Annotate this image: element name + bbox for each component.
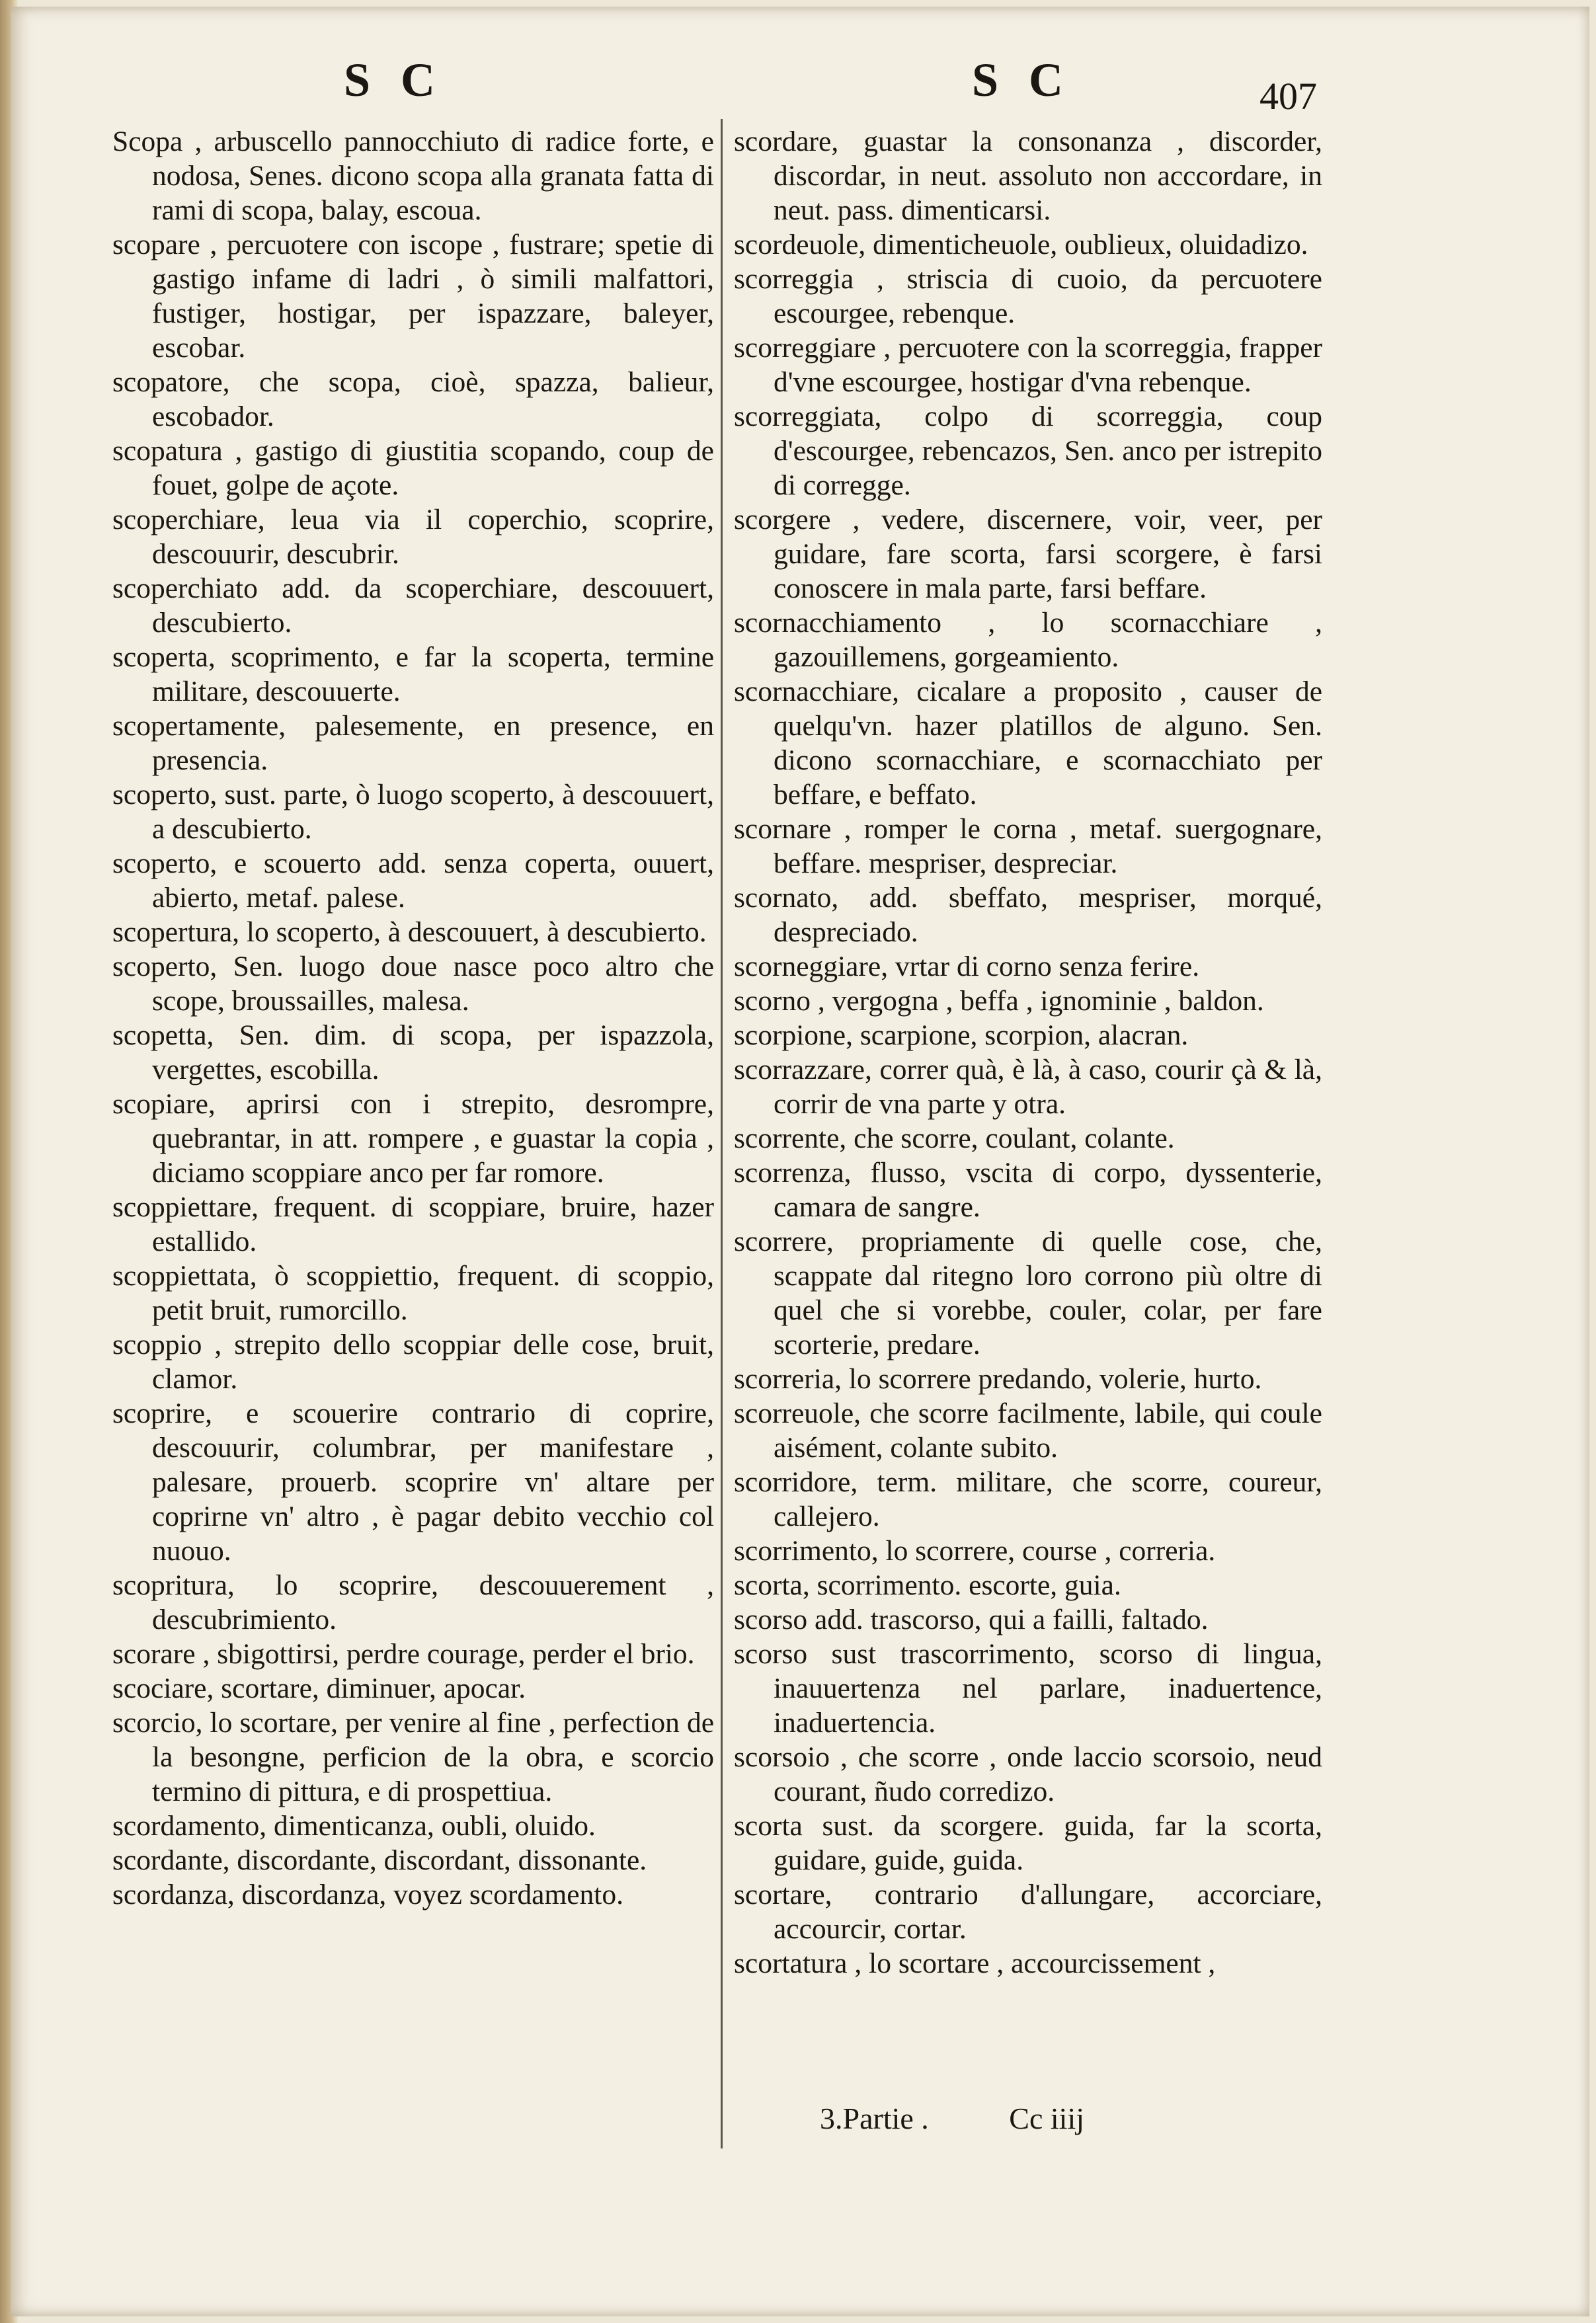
dictionary-entry: scoperchiare, leua via il coperchio, scoprire, descouurir, descubrir. — [112, 504, 714, 570]
dictionary-entry: scornacchiamento , lo scornacchiare , gazouillemens, gorgeamiento. — [734, 607, 1322, 673]
dictionary-entry: scorreggiare , percuotere con la scorreggia, frapper d'vne escourgee, hostigar d'vna rebenque. — [734, 332, 1322, 398]
dictionary-entry: scoperchiato add. da scoperchiare, descouuert, descubierto. — [112, 572, 714, 639]
dictionary-entry: scorneggiare, vrtar di corno senza ferire. — [734, 951, 1200, 982]
page-number: 407 — [1259, 75, 1317, 118]
dictionary-entry: scordamento, dimenticanza, oubli, oluido. — [112, 1810, 596, 1842]
dictionary-entry: scorare , sbigottirsi, perdre courage, perder el brio. — [112, 1638, 695, 1670]
dictionary-entry: scopritura, lo scoprire, descouuerement , descubrimiento. — [112, 1569, 714, 1635]
dictionary-entry: scoppiettata, ò scoppiettio, frequent. di scoppio, petit bruit, rumorcillo. — [112, 1260, 714, 1326]
running-head-left: S C — [344, 54, 445, 106]
dictionary-entry: scordare, guastar la consonanza , discorder, discordar, in neut. assoluto non acccordare, in neut. pass. dimenticarsi. — [734, 126, 1322, 226]
dictionary-entry: Scopa , arbuscello pannocchiuto di radice forte, e nodosa, Senes. dicono scopa alla granata fatta di rami di scopa, balay, escoua. — [112, 126, 714, 226]
dictionary-entry: scopatura , gastigo di giustitia scopando, coup de fouet, golpe de açote. — [112, 435, 714, 501]
dictionary-entry: scorreria, lo scorrere predando, volerie, hurto. — [734, 1363, 1262, 1395]
dictionary-entry: scornato, add. sbeffato, mespriser, morqué, despreciado. — [734, 882, 1322, 948]
dictionary-entry: scorno , vergogna , beffa , ignominie , baldon. — [734, 985, 1264, 1017]
dictionary-entry: scoppio , strepito dello scoppiar delle cose, bruit, clamor. — [112, 1329, 714, 1395]
running-head-right: S C — [972, 54, 1073, 106]
dictionary-entry: scopetta, Sen. dim. di scopa, per ispazzola, vergettes, escobilla. — [112, 1019, 714, 1085]
footer-signature: Cc iiij — [1009, 2102, 1085, 2135]
dictionary-entry: scorrente, che scorre, coulant, colante. — [734, 1122, 1175, 1154]
dictionary-entry: scorrazzare, correr quà, è là, à caso, courir çà & là, corrir de vna parte y otra. — [734, 1054, 1322, 1120]
dictionary-entry: scorrere, propriamente di quelle cose, che, scappate dal ritegno loro corrono più oltre di quel che si vorebbe, couler, colar, per fare scorterie, predare. — [734, 1226, 1322, 1360]
dictionary-entry: scorta sust. da scorgere. guida, far la scorta, guidare, guide, guida. — [734, 1810, 1322, 1876]
dictionary-entry: scortatura , lo scortare , accourcissement , — [734, 1948, 1216, 1979]
dictionary-entry: scopertura, lo scoperto, à descouuert, à descubierto. — [112, 916, 707, 948]
dictionary-entry: scorreuole, che scorre facilmente, labile, qui coule aisément, colante subito. — [734, 1398, 1322, 1464]
dictionary-entry: scordanza, discordanza, voyez scordamento. — [112, 1879, 623, 1910]
dictionary-entry: scorso add. trascorso, qui a failli, faltado. — [734, 1604, 1209, 1635]
dictionary-entry: scoperto, e scouerto add. senza coperta, ouuert, abierto, metaf. palese. — [112, 847, 714, 914]
dictionary-entry: scorrenza, flusso, vscita di corpo, dyssenterie, camara de sangre. — [734, 1157, 1322, 1223]
dictionary-entry: scorcio, lo scortare, per venire al fine , perfection de la besongne, perficion de la obra, e scorcio termino di pittura, e di prospettiua. — [112, 1707, 714, 1807]
dictionary-entry: scornacchiare, cicalare a proposito , causer de quelqu'vn. hazer platillos de alguno. Sen. dicono scornacchiare, e scornacchiato per beffare, e beffato. — [734, 676, 1322, 810]
dictionary-entry: scorta, scorrimento. escorte, guia. — [734, 1569, 1121, 1601]
dictionary-entry: scopiare, aprirsi con i strepito, desrompre, quebrantar, in att. rompere , e guastar la copia , diciamo scoppiare anco per far romore. — [112, 1088, 714, 1189]
dictionary-entry: scopertamente, palesemente, en presence, en presencia. — [112, 710, 714, 776]
footer-part: 3.Partie . — [820, 2102, 929, 2135]
dictionary-entry: scordante, discordante, discordant, dissonante. — [112, 1844, 647, 1876]
dictionary-entry: scornare , romper le corna , metaf. suergognare, beffare. mespriser, despreciar. — [734, 813, 1322, 879]
column-rule — [721, 119, 723, 2148]
dictionary-entry: scoperto, sust. parte, ò luogo scoperto, à descouuert, a descubierto. — [112, 779, 714, 845]
dictionary-entry: scorreggia , striscia di cuoio, da percuotere escourgee, rebenque. — [734, 263, 1322, 329]
dictionary-entry: scoprire, e scouerire contrario di coprire, descouurir, columbrar, per manifestare , palesare, prouerb. scoprire vn' altare per coprirne vn' altro , è pagar debito vecchio col nuouo. — [112, 1398, 714, 1567]
dictionary-entry: scortare, contrario d'allungare, accorciare, accourcir, cortar. — [734, 1879, 1322, 1945]
dictionary-entry: scoperta, scoprimento, e far la scoperta, termine militare, descouuerte. — [112, 641, 714, 707]
dictionary-entry: scociare, scortare, diminuer, apocar. — [112, 1673, 526, 1704]
dictionary-entry: scorsoio , che scorre , onde laccio scorsoio, neud courant, ñudo corredizo. — [734, 1741, 1322, 1807]
page-footer — [820, 2101, 1157, 2136]
dictionary-entry: scordeuole, dimenticheuole, oublieux, oluidadizo. — [734, 229, 1308, 260]
right-column — [734, 124, 1322, 1981]
dictionary-entry: scorridore, term. militare, che scorre, coureur, callejero. — [734, 1466, 1322, 1532]
dictionary-entry: scoperto, Sen. luogo doue nasce poco altro che scope, broussailles, malesa. — [112, 951, 714, 1017]
dictionary-entry: scorreggiata, colpo di scorreggia, coup d'escourgee, rebencazos, Sen. anco per istrepito di corregge. — [734, 401, 1322, 501]
dictionary-entry: scopatore, che scopa, cioè, spazza, balieur, escobador. — [112, 366, 714, 432]
dictionary-entry: scorso sust trascorrimento, scorso di lingua, inauuertenza nel parlare, inaduertence, inaduertencia. — [734, 1638, 1322, 1739]
dictionary-entry: scoppiettare, frequent. di scoppiare, bruire, hazer estallido. — [112, 1191, 714, 1257]
dictionary-entry: scorgere , vedere, discernere, voir, veer, per guidare, fare scorta, farsi scorgere, è farsi conoscere in mala parte, farsi beffare. — [734, 504, 1322, 604]
dictionary-entry: scorrimento, lo scorrere, course , correria. — [734, 1535, 1216, 1567]
left-column — [112, 124, 714, 1912]
dictionary-entry: scopare , percuotere con iscope , fustrare; spetie di gastigo infame di ladri , ò simili malfattori, fustiger, hostigar, per ispazzare, baleyer, escobar. — [112, 229, 714, 364]
dictionary-entry: scorpione, scarpione, scorpion, alacran. — [734, 1019, 1189, 1051]
